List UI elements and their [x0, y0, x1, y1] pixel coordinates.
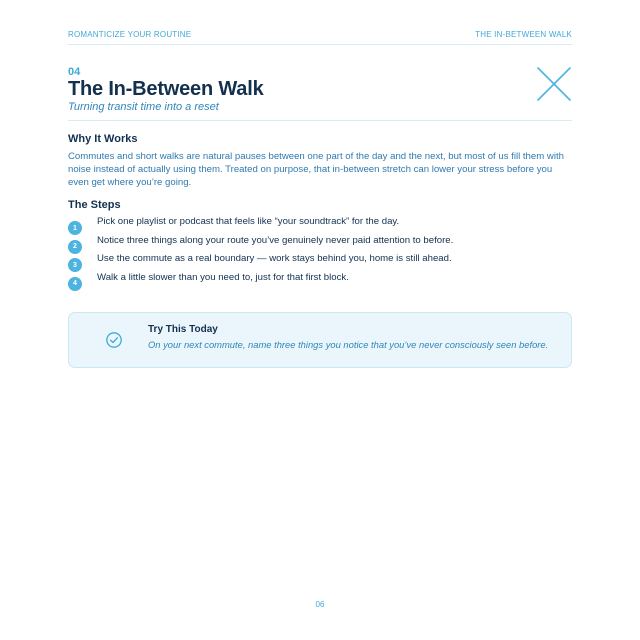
step-number-badge: 2 — [68, 240, 82, 254]
step-item — [68, 235, 572, 254]
callout-title: Try This Today — [148, 324, 218, 335]
step-item — [68, 253, 572, 272]
step-text: Pick one playlist or podcast that feels like “your soundtrack” for the day. — [97, 216, 400, 227]
check-circle-icon — [105, 331, 123, 349]
step-text: Use the commute as a real boundary — work stays behind you, home is still ahead. — [97, 253, 452, 264]
page-number: 06 — [315, 600, 325, 609]
step-text: Notice three things along your route you’ve genuinely never paid attention to before. — [97, 234, 454, 246]
header-divider — [68, 44, 572, 45]
callout-body: On your next commute, name three things you notice that you’ve never consciously seen before. — [148, 339, 549, 350]
running-header — [68, 30, 572, 39]
step-number-badge: 4 — [68, 277, 82, 291]
step-item — [68, 216, 572, 235]
step-item — [68, 272, 572, 291]
why-it-works-body: Commutes and short walks are natural pauses between one part of the day and the next, but most of us fill them with noise instead of actually using them. Treated on purpose, that in-between stretch can lower your stress before you even get where you’re going. — [68, 151, 564, 188]
running-header-chapter-title: THE IN-BETWEEN WALK — [475, 30, 572, 39]
step-number-badge: 3 — [68, 258, 82, 272]
title-divider — [68, 120, 572, 121]
chapter-title: The In-Between Walk — [68, 78, 264, 100]
steps-heading: The Steps — [68, 199, 121, 211]
running-header-book-title: ROMANTICIZE YOUR ROUTINE — [68, 30, 192, 39]
chapter-number: 04 — [68, 66, 81, 78]
step-text: Walk a little slower than you need to, just for that first block. — [97, 271, 349, 283]
steps-list — [68, 216, 572, 290]
x-mark-icon — [536, 66, 572, 102]
step-number-badge: 1 — [68, 221, 82, 235]
why-it-works-heading: Why It Works — [68, 133, 138, 145]
chapter-subtitle: Turning transit time into a reset — [68, 101, 219, 113]
try-this-today-callout — [68, 312, 572, 368]
